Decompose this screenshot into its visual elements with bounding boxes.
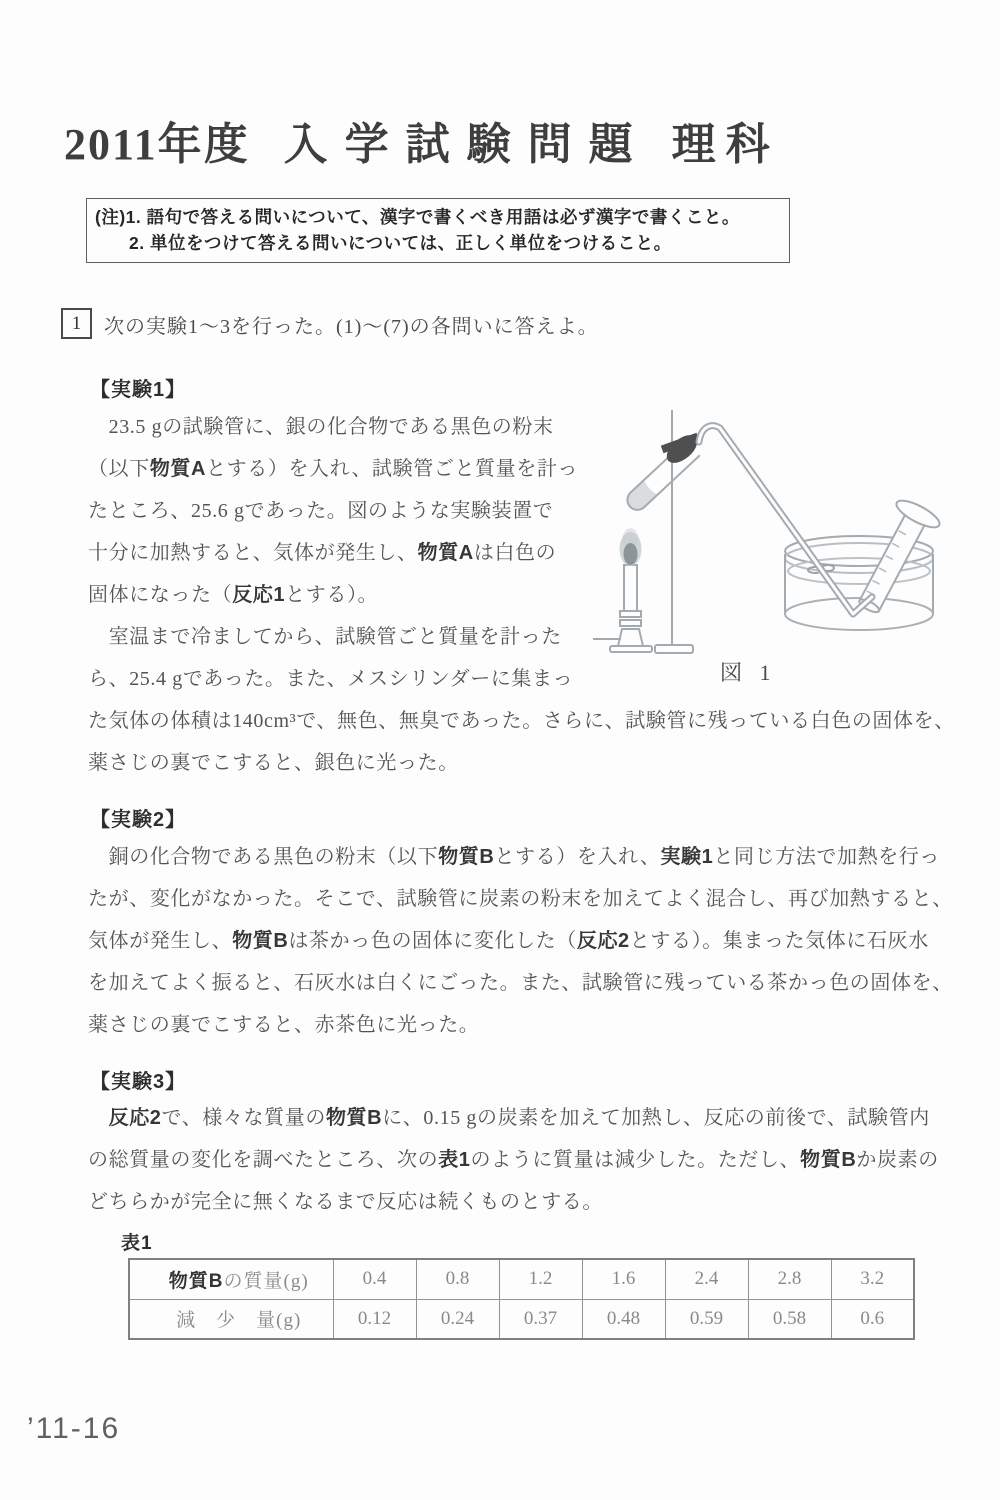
text-line: 気体が発生し、物質Bは茶かっ色の固体に変化した（反応2とする）。集まった気体に石灰水 — [88, 930, 929, 952]
question-number-box — [61, 308, 92, 339]
title-year: 2011年度 — [64, 120, 250, 169]
notice-box — [86, 198, 790, 263]
text-line: 薬さじの裏でこすると、赤茶色に光った。 — [88, 1014, 480, 1036]
text-line: 反応2で、様々な質量の物質Bに、0.15 gの炭素を加えて加熱し、反応の前後で、試験管内 — [108, 1107, 930, 1129]
table-row-header: 物質Bの質量(g) — [129, 1259, 333, 1299]
question-intro: 次の実験1～3を行った。(1)～(7)の各問いに答えよ。 — [104, 316, 599, 338]
notice-line-1: (注)1. 語句で答える問いについて、漢字で書くべき用語は必ず漢字で書くこと。 — [95, 207, 740, 227]
table-cell: 0.8 — [416, 1259, 499, 1299]
text-line: を加えてよく振ると、石灰水は白くにごった。また、試験管に残っている茶かっ色の固体を、 — [88, 972, 953, 994]
title-main: 入学試験問題 — [283, 120, 650, 169]
table-cell: 0.37 — [499, 1299, 582, 1339]
table-cell: 0.48 — [582, 1299, 665, 1339]
table-1 — [128, 1258, 915, 1340]
notice-line-2: 2. 単位をつけて答える問いについては、正しく単位をつけること。 — [129, 233, 672, 253]
text-line: たところ、25.6 gであった。図のような実験装置で — [88, 500, 554, 522]
experiment-3-text — [88, 1097, 958, 1223]
table-cell: 0.24 — [416, 1299, 499, 1339]
table-1-label: 表1 — [121, 1233, 153, 1254]
table-cell: 0.4 — [333, 1259, 416, 1299]
figure-1-caption: 図 1 — [720, 660, 777, 685]
bunsen-burner — [593, 565, 652, 652]
text-line: どちらかが完全に無くなるまで反応は続くものとする。 — [88, 1191, 603, 1213]
table-row — [129, 1259, 914, 1299]
table-cell: 0.6 — [831, 1299, 914, 1339]
table-cell: 2.8 — [748, 1259, 831, 1299]
experiment-1-text-column — [88, 406, 579, 700]
table-row — [129, 1299, 914, 1339]
table-cell: 0.58 — [748, 1299, 831, 1339]
text-line: たが、変化がなかった。そこで、試験管に炭素の粉末を加えてよく混合し、再び加熱すると、 — [88, 888, 953, 910]
experiment-2-heading: 【実験2】 — [90, 809, 187, 831]
table-cell: 1.6 — [582, 1259, 665, 1299]
question-number: 1 — [71, 313, 82, 334]
text-line: 室温まで冷ましてから、試験管ごと質量を計った — [88, 626, 562, 648]
table-cell: 0.12 — [333, 1299, 416, 1339]
experiment-2-text — [88, 836, 958, 1046]
clamp-and-stopper — [661, 430, 702, 468]
text-line: ら、25.4 gであった。また、メスシリンダーに集まっ — [88, 668, 574, 690]
table-cell: 3.2 — [831, 1259, 914, 1299]
experiment-3-heading: 【実験3】 — [90, 1071, 187, 1093]
text-line: 十分に加熱すると、気体が発生し、物質Aは白色の — [88, 542, 557, 564]
figure-apparatus-diagram — [575, 396, 975, 668]
table-cell: 2.4 — [665, 1259, 748, 1299]
text-line: 銅の化合物である黒色の粉末（以下物質Bとする）を入れ、実験1と同じ方法で加熱を行っ — [88, 846, 940, 868]
text-line: た気体の体積は140cm³で、無色、無臭であった。さらに、試験管に残っている白色の固体を、 — [88, 710, 955, 732]
text-line: 固体になった（反応1とする）。 — [88, 584, 379, 606]
flame-icon — [620, 528, 642, 566]
text-line: 薬さじの裏でこすると、銀色に光った。 — [88, 752, 459, 774]
experiment-1-heading: 【実験1】 — [90, 379, 187, 401]
title-subject: 理科 — [671, 120, 780, 169]
table-row-header: 減 少 量(g) — [129, 1299, 333, 1339]
experiment-1-text-full — [88, 700, 958, 784]
page-title — [64, 108, 780, 172]
table-cell: 1.2 — [499, 1259, 582, 1299]
page-number: ’11-16 — [27, 1412, 121, 1445]
table-cell: 0.59 — [665, 1299, 748, 1339]
text-line: の総質量の変化を調べたところ、次の表1のように質量は減少した。ただし、物質Bか炭素の — [88, 1149, 939, 1171]
text-line: 23.5 gの試験管に、銀の化合物である黒色の粉末 — [88, 416, 554, 438]
text-line: （以下物質Aとする）を入れ、試験管ごと質量を計っ — [88, 458, 579, 480]
